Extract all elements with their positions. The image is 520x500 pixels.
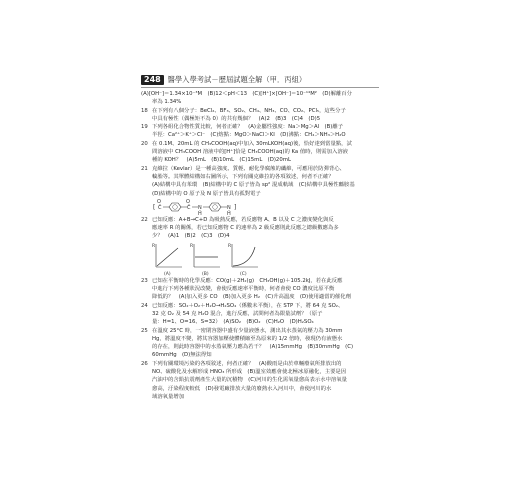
text-line: 種的 KOH？ (A)5mL (B)10mL (C)15mL (D)20mL: [152, 157, 291, 164]
text-line: 下列各組化合物性質比較，何者正確？ (A)金屬性強度：Na＞Mg＞Al (B)離子: [152, 124, 344, 131]
text-line: 汽油中的含鉛抗震劑產生大量的沉積物 (C)河川的生化需氧量愈高表示水中溶氧量: [152, 377, 347, 384]
question-23: [141, 277, 379, 302]
previous-question-options: [141, 90, 379, 107]
graph-c-curve: [233, 247, 255, 266]
text-line: 降低的？ (A)加入更多 CO (B)加入更多 H₂ (C)升高溫度 (D)使用適當的催化劑: [152, 294, 351, 301]
atom-label-c: C: [187, 204, 191, 211]
text-line: 率為 1.34%: [152, 99, 182, 106]
graph-a-curve: [157, 248, 178, 266]
text-line: 已知反應：SO₂＋O₂＋H₂O→H₂SO₄（係數未平衡），在 STP 下，將 64 克 SO₂、: [152, 302, 344, 309]
text-line: 下列有關環境污染的各項敘述，何者正確？ (A)酸雨是由於車輛廢氣所排放出的: [152, 360, 342, 367]
question-26: [141, 360, 379, 401]
text-line: 量：H=1、O=16、S=32） (A)SO₂ (B)O₂ (C)H₂O (D)H₂SO₄: [152, 319, 314, 326]
graph-b: [190, 243, 220, 277]
graph-axis-label: R: [190, 243, 194, 249]
graph-label: (B): [202, 271, 209, 277]
text-line: (A)[OH⁻]＝1.34×10⁻³M (B)12＜pH＜13 (C)[H⁺]×[OH⁻]＝10⁻¹⁴M² (D)解離百分: [141, 91, 352, 97]
question-number: 23: [141, 277, 148, 284]
question-number: 19: [141, 124, 148, 131]
graph-label: (C): [240, 271, 247, 277]
text-line: 中進行下列各種狀況改變，會使反應速率平衡時，何者會使 CO 濃度比原平衡: [152, 286, 335, 293]
question-number: 26: [141, 360, 148, 367]
text-line: 32 克 O₂ 及 54 克 H₂O 混合，進行反應，試問何者為限量試劑？（原子: [152, 310, 323, 317]
text-line: (A)結構中具有苯環 (B)結構中的 C 原子皆為 sp² 混成軌域 (C)結構中具極性醯胺基: [152, 182, 355, 189]
text-line: Hg，將溫度不變，將其容器加壓使體積縮至為原來的 1/2 倍時，發現仍有液態水: [152, 335, 343, 342]
text-line: NO、硫酸化及水解形成 HNO₃ 所形成 (B)溫室效應會使北極冰原融化，主要是因: [152, 369, 347, 376]
svg-text:]: ]: [234, 203, 237, 211]
question-number: 21: [141, 165, 148, 172]
question-25: [141, 327, 379, 360]
text-line: 已知在平衡時的化學反應：CO(g)＋2H₂(g) CH₃OH(g)＋105.2kJ，若在此反應: [152, 277, 343, 284]
question-20: [141, 140, 379, 165]
kevlar-structure-diagram: [152, 198, 379, 216]
text-line: 克維拉（Kevlar）是一種高強度、質輕、耐化學腐蝕的纖維，可應用於防彈背心、: [152, 165, 345, 172]
benzene-ring-2: [209, 203, 221, 211]
text-line: 問溶液中 CH₃COOH 溶液中的[H⁺]恰是 CH₃COOH(aq)的 Ka 值時，則需加入溶液: [152, 149, 349, 156]
atom-label-o: O: [186, 198, 190, 205]
question-number: 20: [141, 140, 148, 147]
graph-a: [152, 243, 182, 277]
text-line: 的存在，則此時容器中的水蒸氣壓力應為若干？ (A)15mmHg (B)30mmHg (C): [152, 344, 354, 351]
atom-label-h: H: [198, 210, 202, 216]
text-line: 60mmHg (D)無法得知: [152, 352, 212, 359]
atom-label-c: C: [158, 204, 162, 211]
rate-graphs-svg: [152, 241, 272, 277]
svg-text:[: [: [153, 203, 156, 211]
page-header: [141, 74, 381, 86]
header-title: 醫學入學考試－歷屆試題全解（甲．丙組）: [167, 75, 307, 84]
text-line: (D)結構中的 O 原子及 N 原子皆具有孤對電子: [152, 190, 261, 197]
question-number: 25: [141, 327, 148, 334]
benzene-ring-1: [169, 203, 181, 211]
text-line: 在 0.1M、20mL 的 CH₃COOH(aq)中加入 30mLKOH(aq)後，恰好達到當量點，試: [152, 140, 352, 147]
question-number: 22: [141, 216, 148, 223]
question-24: [141, 302, 379, 327]
text-line: 在下列有八個分子：BeCl₂、BF₃、SO₂、CH₄、NH₃、CO、CO₂、PCl₅，這些分子: [152, 107, 346, 114]
header-rule: [141, 87, 379, 88]
page-number: 248: [141, 75, 164, 85]
text-line: 輪胎等。其單體結構如右圖所示，下列有關克維拉的各項敘述，何者不正確？: [152, 173, 334, 180]
atom-label-h: H: [227, 210, 231, 216]
text-line: 半徑：Ca²⁺＞K⁺＞Cl⁻ (C)熔點：MgO＞NaCl＞KI (D)沸點：CH₄＞NH₃＞H₂O: [152, 132, 346, 139]
rate-graphs: [152, 241, 379, 277]
question-number: 24: [141, 302, 148, 309]
question-number: 18: [141, 107, 148, 114]
text-line: 在溫度 25°C 時，一密閉容器中盛有少量液態水，測出其水蒸氣的壓力為 30mm: [152, 327, 343, 334]
graph-c: [228, 243, 258, 277]
page-content: [141, 90, 379, 401]
text-line: 中具有極性（偶極矩不為 0）的共有幾個？ (A)2 (B)3 (C)4 (D)5: [152, 115, 321, 122]
monomer-structure-svg: [152, 198, 262, 216]
question-19: [141, 123, 379, 140]
question-22: [141, 216, 379, 241]
text-line: 域溶氧量增加: [152, 393, 185, 400]
graph-axis-label: R: [152, 243, 156, 249]
atom-label-n: N: [227, 204, 231, 211]
question-18: [141, 107, 379, 124]
question-21: [141, 165, 379, 198]
atom-label-o: O: [157, 198, 161, 205]
graph-label: (A): [164, 271, 171, 277]
text-line: 應速率 R 的關係，若已知反應物 C 的速率為 2 級反應則此反應之總級數應為多: [152, 225, 339, 232]
text-line: 愈高，汙染程度較低 (D)發電廠排放大量的廢熱水入河川中，會使河川的水: [152, 385, 332, 392]
text-line: 已知反應：A+B→C+D 為吸熱反應，若反應物 A、B 以及 C 之濃度變化與反: [152, 216, 334, 223]
atom-label-n: N: [198, 204, 202, 211]
text-line: 少？ (A)1 (B)2 (C)3 (D)4: [152, 233, 230, 240]
graph-axis-label: R: [228, 243, 232, 249]
